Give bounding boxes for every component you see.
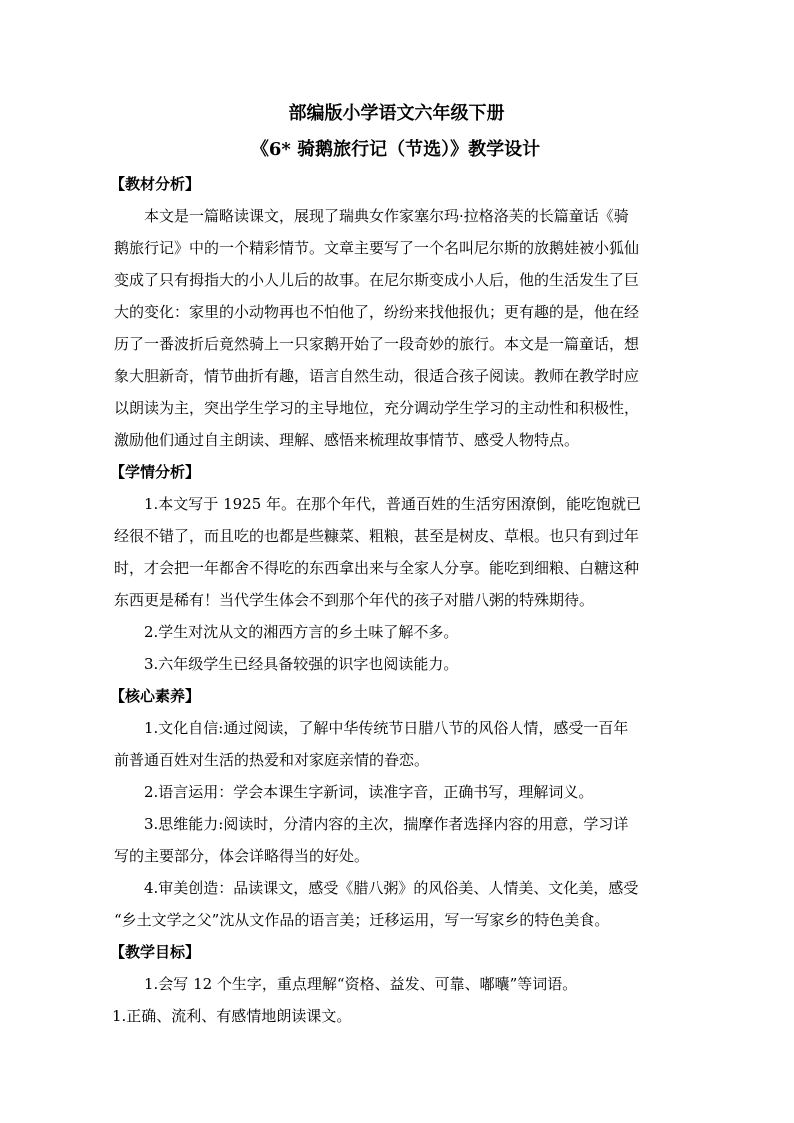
paragraph-line: 2.学生对沈从文的湘西方言的乡土味了解不多。: [144, 623, 459, 641]
paragraph-line: 3.六年级学生已经具备较强的识字也阅读能力。: [144, 655, 459, 673]
paragraph-line: 历了一番波折后竟然骑上一只家鹅开始了一段奇妙的旅行。本文是一篇童话，想: [114, 335, 640, 353]
paragraph-line: “乡土文学之父”沈从文作品的语言美；迁移运用，写一写家乡的特色美食。: [114, 911, 610, 929]
section-heading: 【教学目标】: [110, 943, 201, 961]
paragraph-line: 4.审美创造：品读课文，感受《腊八粥》的风俗美、人情美、文化美，感受: [144, 879, 639, 897]
document-title: 部编版小学语文六年级下册: [288, 103, 505, 124]
section-paragraph: [114, 488, 679, 616]
paragraph-line: 3.思维能力:阅读时，分清内容的主次，揣摩作者选择内容的用意，学习详: [144, 815, 629, 833]
paragraph-line: 鹅旅行记》中的一个精彩情节。文章主要写了一个名叫尼尔斯的放鹅娃被小狐仙: [114, 239, 640, 257]
section-paragraph: [114, 808, 679, 872]
paragraph-line: 前普通百姓对生活的热爱和对家庭亲情的眷恋。: [114, 751, 430, 769]
paragraph-line: 激励他们通过自主朗读、理解、感悟来梳理故事情节、感受人物特点。: [114, 431, 580, 449]
paragraph-line: 2.语言运用：学会本课生字新词，读准字音，正确书写，理解词义。: [144, 783, 594, 801]
section-paragraph: [114, 776, 679, 808]
paragraph-line: 写的主要部分，体会详略得当的好处。: [114, 847, 370, 865]
paragraph-line: 以朗读为主，突出学生学习的主导地位，充分调动学生学习的主动性和积极性，: [114, 399, 640, 417]
section-paragraph: [114, 872, 679, 936]
section-paragraph: [114, 712, 679, 776]
paragraph-line: 时，才会把一年都舍不得吃的东西拿出来与全家人分享。能吃到细粮、白糖这种: [114, 559, 640, 577]
paragraph-line: 大的变化：家里的小动物再也不怕他了，纷纷来找他报仇；更有趣的是，他在经: [114, 303, 640, 321]
document-body: [110, 168, 679, 1000]
document-page: [110, 96, 679, 1032]
paragraph-line: 本文是一篇略读课文，展现了瑞典女作家塞尔玛·拉格洛芙的长篇童话《骑: [144, 207, 629, 225]
section-heading: 【教材分析】: [110, 175, 201, 193]
paragraph-line: 象大胆新奇，情节曲折有趣，语言自然生动，很适合孩子阅读。教师在教学时应: [114, 367, 640, 385]
trailing-paragraph: 1.正确、流利、有感情地朗读课文。: [112, 1007, 352, 1025]
section-paragraph: [114, 200, 679, 456]
paragraph-line: 1.文化自信:通过阅读，了解中华传统节日腊八节的风俗人情，感受一百年: [144, 719, 629, 737]
paragraph-line: 1.会写 12 个生字，重点理解“资格、益发、可靠、嘟囔”等词语。: [144, 975, 578, 993]
section-heading: 【核心素养】: [110, 687, 201, 705]
paragraph-line: 经很不错了，而且吃的也都是些糠菜、粗粮，甚至是树皮、草根。也只有到过年: [114, 527, 640, 545]
paragraph-line: 东西更是稀有！当代学生体会不到那个年代的孩子对腊八粥的特殊期待。: [114, 591, 595, 609]
paragraph-line: 变成了只有拇指大的小人儿后的故事。在尼尔斯变成小人后，他的生活发生了巨: [114, 271, 640, 289]
section-paragraph: [114, 616, 679, 648]
section-heading: 【学情分析】: [110, 463, 201, 481]
section-paragraph: [114, 648, 679, 680]
section-paragraph: [114, 968, 679, 1000]
document-subtitle: 《6* 骑鹅旅行记（节选）》教学设计: [250, 139, 541, 160]
paragraph-line: 1.本文写于 1925 年。在那个年代，普通百姓的生活穷困潦倒，能吃饱就已: [144, 495, 642, 513]
